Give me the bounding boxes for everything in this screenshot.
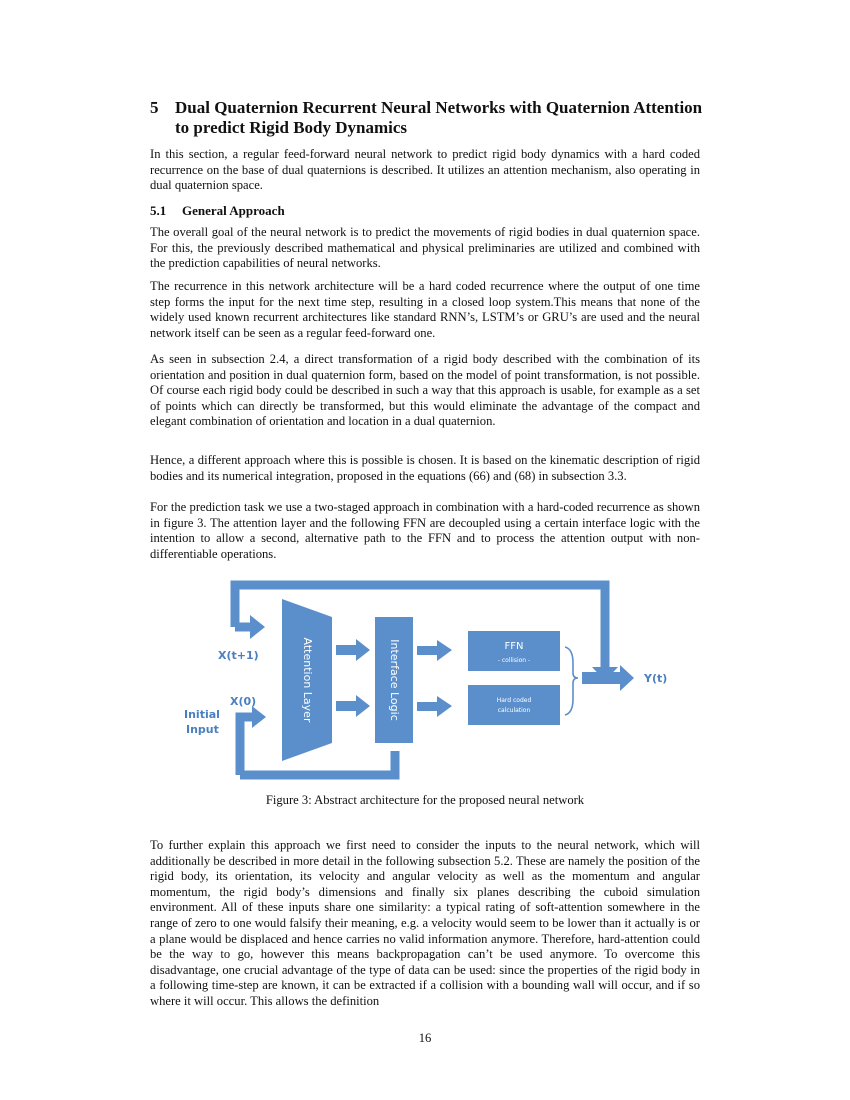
output-label: Y(t) [644,672,668,685]
iface-to-hard-head [437,696,452,717]
figure-caption: Figure 3: Abstract architecture for the proposed neural network [265,793,585,807]
x0-arrow-head [252,706,266,728]
architecture-diagram [180,575,680,785]
paragraph-3: As seen in subsection 2.4, a direct transformation of a rigid body described with the combination of its orientation and position in dual quaternion form, based on the model of point transformation, is not possible. Of course each rigid body could be described in such a way that this approach is usable, for example as a set of points which can directly be transformed, but this would eliminate the advantage of the compact and elegant combination of orientation and location in a dual quaternion. [150,352,700,429]
iface-to-ffn-head [437,640,452,661]
intro-paragraph: In this section, a regular feed-forward neural network to predict rigid body dynamics with a hard coded recurrence on the base of dual quaternions is described. It utilizes an attention mechanism, also operating in dual quaternion space. [150,147,700,193]
xt1-label: X(t+1) [218,649,259,662]
att-to-iface-head-bottom [356,695,370,717]
x0-label: X(0) [230,695,257,708]
initial-label: Initial [184,708,220,721]
ffn-title: FFN [504,641,524,652]
hard-coded-line-1: Hard coded [496,697,532,704]
x0-bottom-loop-line [240,751,395,775]
ffn-subtitle: - collision - [497,657,531,664]
output-brace [565,647,578,715]
attention-layer-label: Attention Layer [301,637,314,723]
hard-coded-block [468,685,560,725]
input-label: Input [186,723,219,736]
subsection-number: 5.1 [150,203,167,218]
att-to-iface-shaft-bottom [336,701,356,711]
paragraph-5: For the prediction task we use a two-staged approach in combination with a hard-coded recurrence as shown in figure 3. The attention layer and the following FFN are decoupled using a certain interface logic with the intention to allow a second, alternative path to the FFN and to process the attention output with non-differentiable operations. [150,500,700,561]
paragraph-2: The recurrence in this network architecture will be a hard coded recurrence where the output of one time step forms the input for the next time step, resulting in a closed loop system.This means that none of the widely used known recurrent architectures like standard RNN’s, LSTM’s or GRU’s are used and the neural network itself can be seen as a regular feed-forward one. [150,279,700,340]
architecture-figure [180,575,680,785]
section-number: 5 [150,98,159,117]
section-title: Dual Quaternion Recurrent Neural Networks with Quaternion Attention to predict Rigid Body Dynamics [175,98,703,137]
paragraph-1: The overall goal of the neural network is to predict the movements of rigid bodies in dual quaternion space. For this, the previously described mathematical and physical preliminaries are utilized and combined with the prediction capabilities of neural networks. [150,225,700,271]
subsection-title: General Approach [182,203,285,218]
paragraph-6: To further explain this approach we first need to consider the inputs to the neural network, which will additionally be described in more detail in the following subsection 5.2. These are namely the position of the rigid body, its orientation, its velocity and angular velocity as well as the momentum and angular momentum, the rigid body’s dimensions and finally six planes describing the cuboid simulation environment. All of these inputs share one similarity: a typical rating of soft-attention somewhere in the range of zero to one would falsify their meaning, e.g. a velocity would seem to be lower than it actually is or a plane would be displaced and hence carries no valid information anymore. Therefore, hard-attention could be the way to go, however this means backpropagation can’t be used anymore. To overcome this disadvantage, one crucial advantage of the type of data can be used: since the properties of the rigid body in a following time-step are known, it can be extracted if a collision with a bounding wall will occur, and if so where it will occur. This allows the definition [150,838,700,1008]
iface-to-ffn-shaft [417,646,437,655]
att-to-iface-shaft-top [336,645,356,655]
output-arrow-shaft [582,672,622,684]
section-heading [150,98,710,138]
subsection-heading [150,203,285,219]
output-arrow-head [620,665,634,691]
page-number: 16 [418,1031,432,1045]
interface-logic-label: Interface Logic [388,639,401,721]
hard-coded-line-2: calculation [497,707,531,714]
x0-vertical-line [240,717,252,775]
iface-to-hard-shaft [417,702,437,711]
paragraph-4: Hence, a different approach where this is possible is chosen. It is based on the kinematic description of rigid bodies and its numerical integration, proposed in the equations (66) and (68) in subsection 3.3. [150,453,700,483]
xt1-arrow-head [250,615,265,639]
att-to-iface-head-top [356,639,370,661]
